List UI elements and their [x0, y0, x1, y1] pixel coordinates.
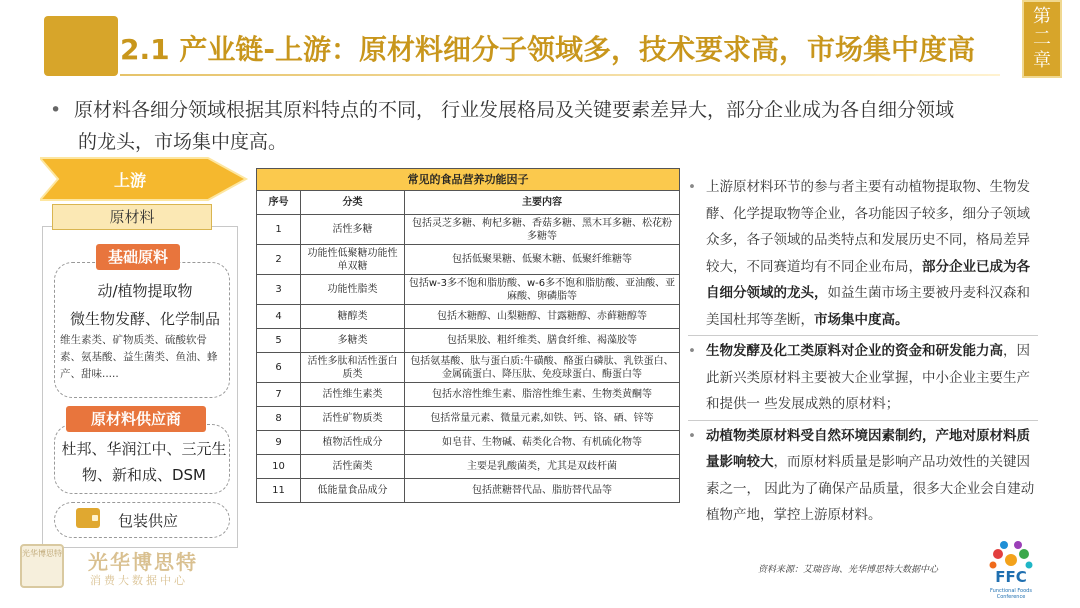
row-index: 8: [257, 407, 301, 431]
table-row: [257, 353, 680, 383]
supplier-list: 杜邦、华润江中、三元生物、新和成、DSM: [61, 440, 227, 484]
analysis-paragraph-2: [688, 338, 1038, 418]
basic-material-detail: 维生素类、矿物质类、硫酸软骨素、氨基酸、益生菌类、鱼油、蜂产、甜味.....: [60, 334, 218, 380]
row-category: 活性多糖: [301, 215, 405, 245]
row-content: 包括水溶性维生素、脂溶性维生素、生物类黄酮等: [405, 383, 680, 407]
table-row: [257, 305, 680, 329]
table-header-category: 分类: [301, 191, 405, 215]
row-index: 10: [257, 455, 301, 479]
row-content: 包括木糖醇、山梨糖醇、甘露糖醇、赤藓糖醇等: [405, 305, 680, 329]
chapter-char: 二: [1033, 28, 1051, 49]
analysis-paragraph-3: [688, 423, 1038, 529]
para1-bold-2: 市场集中度高。: [814, 311, 909, 328]
table-row: [257, 407, 680, 431]
row-content: 包括灵芝多糖、枸杞多糖、香菇多糖、黑木耳多糖、松花粉多糖等: [405, 215, 680, 245]
row-index: 1: [257, 215, 301, 245]
row-content: 主要是乳酸菌类，尤其是双歧杆菌: [405, 455, 680, 479]
logo-name: 光华博思特: [88, 550, 198, 574]
row-category: 多糖类: [301, 329, 405, 353]
bullet-icon: •: [688, 427, 696, 444]
title-decoration-block: [44, 16, 118, 76]
para2-text: ，因此新兴类原材料主要被大企业掌握，中小企业主要生产和提供一 些发展成熟的原材料；: [706, 343, 1030, 412]
row-category: 活性矿物质类: [301, 407, 405, 431]
row-content: 包括常量元素、微量元素,如铁、钙、铬、硒、锌等: [405, 407, 680, 431]
row-index: 7: [257, 383, 301, 407]
para1-bold: 部分企业已成为各自细分领域的龙头，: [706, 258, 1030, 301]
analysis-paragraph-1: [688, 174, 1038, 333]
table-row: [257, 215, 680, 245]
logo-seal-text: 光华博思特: [22, 549, 62, 558]
basic-material-line-2: 微生物发酵、化学制品: [69, 310, 220, 328]
para2-bold: 生物发酵及化工类原料对企业的资金和研发能力高: [706, 343, 1003, 359]
row-category: 活性菌类: [301, 455, 405, 479]
row-category: 功能性低聚糖功能性单双糖: [301, 245, 405, 275]
analysis-text: [688, 174, 1038, 529]
row-content: 包括果胶、粗纤维类、膳食纤维、褐藻胶等: [405, 329, 680, 353]
bullet-icon: •: [688, 343, 696, 359]
table-header-idx: 序号: [257, 191, 301, 215]
table-header-content: 主要内容: [405, 191, 680, 215]
row-index: 11: [257, 479, 301, 503]
table-row: [257, 275, 680, 305]
row-content: 包括氨基酸、肽与蛋白质:牛磺酸、酪蛋白磷肽、乳铁蛋白、金属硫蛋白、降压肽、免疫球蛋白、酶蛋白等: [405, 353, 680, 383]
divider: [688, 420, 1038, 421]
table-row: [257, 329, 680, 353]
row-content: 如皂苷、生物碱、萜类化合物、有机硫化物等: [405, 431, 680, 455]
row-index: 2: [257, 245, 301, 275]
table-row: [257, 245, 680, 275]
supplier-tag: 原材料供应商: [66, 406, 206, 432]
wallet-icon: [76, 508, 100, 528]
table-row: [257, 479, 680, 503]
para1-text-2: 如益生菌市场主要被丹麦科汉森和美国杜邦等垄断，: [706, 285, 1030, 328]
intro-paragraph: [50, 94, 1040, 158]
row-index: 9: [257, 431, 301, 455]
para1-text: 上游原材料环节的参与者主要有动植物提取物、生物发酵、化学提取物等企业，各功能因子较多，细分子领域众多，各子领域的品类特点和发展历史不同，格局差异较大，不同赛道均有不同企业布局，: [706, 179, 1030, 275]
row-category: 活性多肽和活性蛋白质类: [301, 353, 405, 383]
row-content: 包括蔗糖替代品、脂肪替代品等: [405, 479, 680, 503]
row-index: 3: [257, 275, 301, 305]
para3-bold: 动植物类原材料受自然环境因素制约，产地对原材料质量影响较大: [706, 427, 1030, 470]
raw-material-header: 原材料: [52, 204, 212, 230]
row-index: 5: [257, 329, 301, 353]
basic-material-tag: 基础原料: [96, 244, 180, 270]
chapter-char: 章: [1033, 50, 1051, 71]
divider: [688, 335, 1038, 336]
ffc-logo-subtitle: Functional Foods Conference: [990, 588, 1032, 600]
logo-subtitle: 消费大数据中心: [90, 574, 188, 587]
page-title: 2.1 产业链-上游：原材料细分子领域多，技术要求高，市场集中度高: [120, 33, 975, 66]
table-row: [257, 383, 680, 407]
intro-line-1: 原材料各细分领域根据其原料特点的不同， 行业发展格局及关键要素差异大，部分企业成为各自细分领域: [74, 99, 955, 121]
source-note: 资料来源：艾瑞咨询、光华博思特大数据中心: [758, 565, 939, 575]
bullet-icon: •: [688, 179, 696, 195]
chapter-char: 第: [1033, 6, 1051, 27]
ffc-logo-text: FFC: [995, 568, 1027, 586]
table-title: 常见的食品营养功能因子: [257, 169, 680, 191]
title-underline: [120, 74, 1000, 76]
row-content: 包括w-3多不饱和脂肪酸、w-6多不饱和脂肪酸、亚油酸、亚麻酸、卵磷脂等: [405, 275, 680, 305]
upstream-label: 上游: [113, 171, 146, 190]
intro-line-2: 的龙头，市场集中度高。: [78, 131, 288, 153]
bullet-icon: •: [50, 99, 62, 121]
row-category: 功能性脂类: [301, 275, 405, 305]
nutrition-factor-table: [256, 168, 680, 503]
row-category: 糖醇类: [301, 305, 405, 329]
row-index: 6: [257, 353, 301, 383]
row-index: 4: [257, 305, 301, 329]
table-row: [257, 431, 680, 455]
row-content: 包括低聚果糖、低聚木糖、低聚纤维糖等: [405, 245, 680, 275]
chapter-badge: [1022, 0, 1062, 78]
para3-text: ，而原材料质量是影响产品功效性的关键因素之一， 因此为了确保产品质量，很多大企业会自建动植物产地，掌控上游原材料。: [706, 454, 1035, 523]
basic-material-line-1: 动/植物提取物: [97, 282, 193, 300]
packaging-label: 包装供应: [118, 512, 179, 530]
table-row: [257, 455, 680, 479]
row-category: 活性维生素类: [301, 383, 405, 407]
row-category: 植物活性成分: [301, 431, 405, 455]
row-category: 低能量食品成分: [301, 479, 405, 503]
